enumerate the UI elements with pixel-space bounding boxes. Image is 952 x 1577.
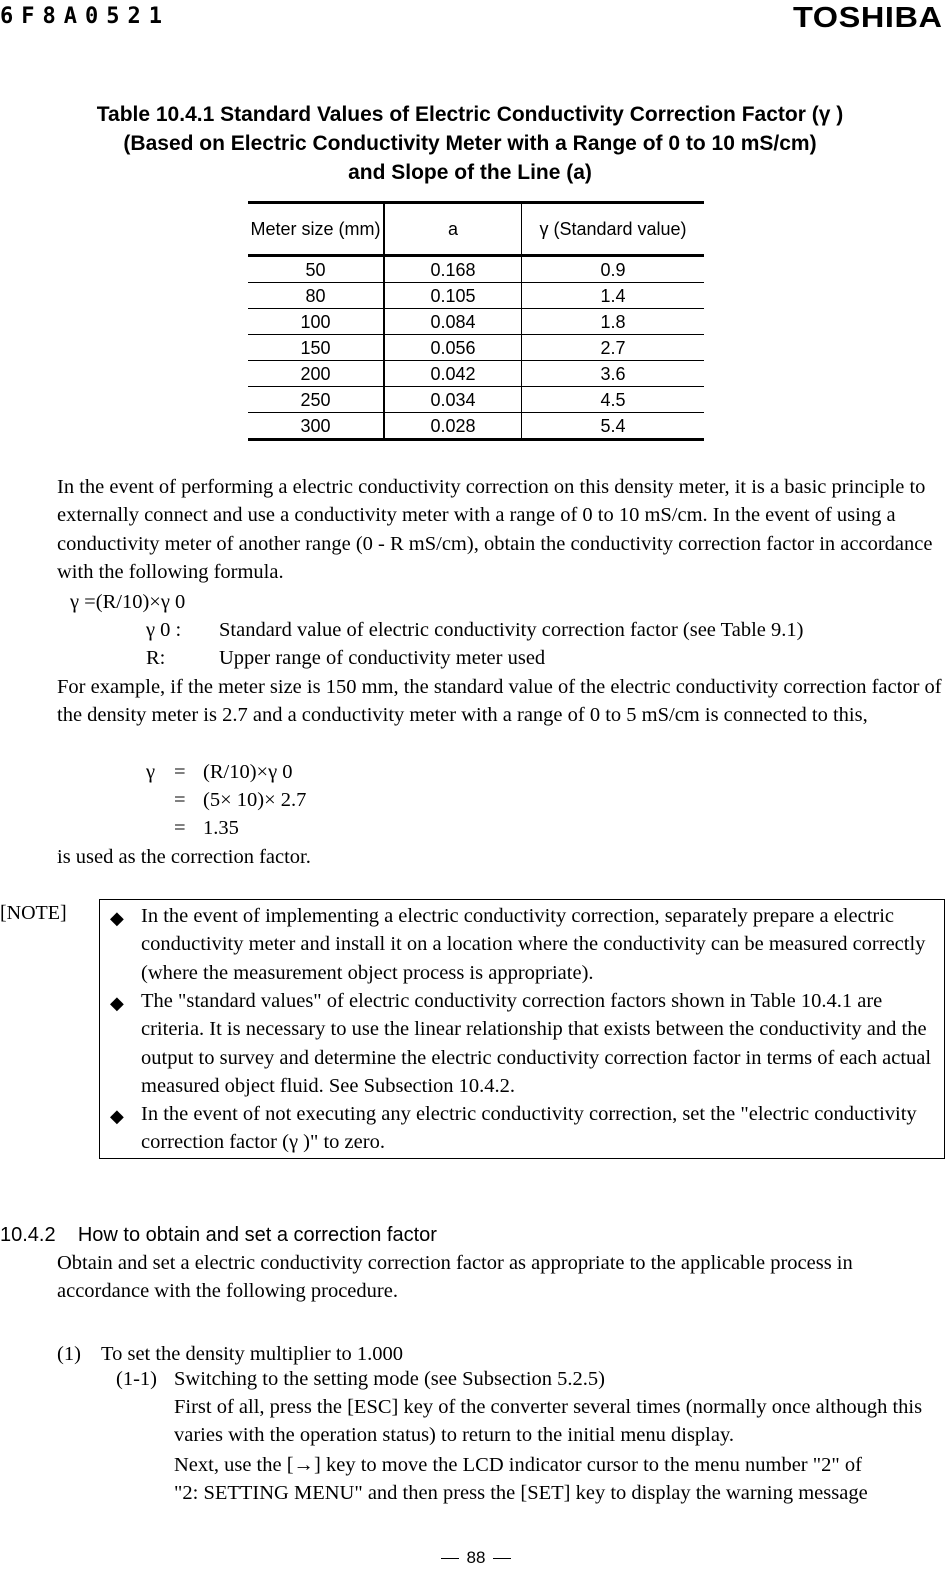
note-item: In the event of implementing a electric conductivity correction, separately prepare a electric conductivity meter and install it on a location where the conductivity can be measured correctly (where the measurement object process is appropriate).	[141, 905, 926, 984]
cell-gamma: 1.8	[522, 309, 705, 335]
col-header-a: a	[384, 203, 522, 256]
cell-meter-size: 50	[248, 256, 384, 283]
section-intro: Obtain and set a electric conductivity correction factor as appropriate to the applicable process in accordance with the following procedure.	[57, 1252, 853, 1303]
cell-meter-size: 100	[248, 309, 384, 335]
table-header-row	[248, 203, 704, 256]
cell-a: 0.042	[384, 361, 522, 387]
section-heading: 10.4.2 How to obtain and set a correction factor	[0, 1224, 437, 1246]
table-row	[248, 335, 704, 361]
col-header-meter-size: Meter size (mm)	[248, 203, 384, 256]
cell-gamma: 0.9	[522, 256, 705, 283]
diamond-bullet-icon: ◆	[110, 1106, 124, 1126]
formula: γ =(R/10)×γ 0	[70, 591, 186, 613]
step-1-1-number: (1-1)	[116, 1368, 157, 1390]
step-1-text: To set the density multiplier to 1.000	[101, 1343, 404, 1365]
table-row	[248, 413, 704, 440]
calc-equals-1: =	[174, 761, 186, 783]
table-row	[248, 387, 704, 413]
page-number: 88	[466, 1548, 486, 1567]
correction-factor-table	[248, 201, 704, 441]
definition-symbol-r: R:	[146, 647, 166, 669]
note-label: [NOTE]	[0, 902, 67, 924]
note-item: In the event of not executing any electric conductivity correction, set the "electric conductivity correction factor (γ )" to zero.	[141, 1103, 917, 1154]
toshiba-logo: TOSHIBA	[792, 2, 942, 34]
cell-meter-size: 150	[248, 335, 384, 361]
cell-gamma: 3.6	[522, 361, 705, 387]
note-box	[99, 899, 945, 1159]
calc-equals-2: =	[174, 789, 186, 811]
cell-gamma: 5.4	[522, 413, 705, 440]
table-row	[248, 283, 704, 309]
example-paragraph: For example, if the meter size is 150 mm, the standard value of the electric conductivity correction factor of the density meter is 2.7 and a conductivity meter with a range of 0 to 5 mS/cm is connected to this,	[57, 676, 942, 727]
intro-paragraph: In the event of performing a electric conductivity correction on this density meter, it is a basic principle to externally connect and use a conductivity meter with a range of 0 to 10 mS/cm. In the event of using a conductivity meter of another range (0 - R mS/cm), obtain the conductivity correction factor in accordance with the following formula.	[57, 476, 933, 584]
table-caption-line1: Table 10.4.1 Standard Values of Electric Conductivity Correction Factor (γ )	[96, 103, 844, 126]
step-1-1-paragraph: First of all, press the [ESC] key of the converter several times (normally once although this varies with the operation status) to return to the initial menu display.	[174, 1396, 923, 1447]
conclusion-text: is used as the correction factor.	[57, 846, 311, 868]
cell-gamma: 1.4	[522, 283, 705, 309]
col-header-gamma: γ (Standard value)	[522, 203, 705, 256]
table-caption-line3: and Slope of the Line (a)	[348, 161, 592, 184]
cell-a: 0.105	[384, 283, 522, 309]
cell-meter-size: 80	[248, 283, 384, 309]
definition-text-gamma0: Standard value of electric conductivity correction factor (see Table 9.1)	[219, 619, 804, 641]
cell-a: 0.034	[384, 387, 522, 413]
calc-line-1: (R/10)×γ 0	[203, 761, 293, 783]
footer-rule-right	[493, 1558, 511, 1559]
step-1-number: (1)	[57, 1343, 81, 1365]
cell-gamma: 4.5	[522, 387, 705, 413]
note-item: The "standard values" of electric conductivity correction factors shown in Table 10.4.1 are criteria. It is necessary to use the linear relationship that exists between the conductivity and the output to survey and determine the electric conductivity correction factor in terms of each actual measured object fluid. See Subsection 10.4.2.	[141, 990, 932, 1098]
step-1-1-next-line-2: "2: SETTING MENU" and then press the [SET] key to display the warning message	[174, 1482, 868, 1504]
document-code: 6F8A0521	[0, 4, 170, 29]
calc-equals-3: =	[174, 817, 186, 839]
diamond-bullet-icon: ◆	[110, 908, 124, 928]
calc-lhs: γ	[146, 761, 156, 783]
cell-meter-size: 300	[248, 413, 384, 440]
cell-gamma: 2.7	[522, 335, 705, 361]
cell-a: 0.028	[384, 413, 522, 440]
table-row	[248, 309, 704, 335]
definition-text-r: Upper range of conductivity meter used	[219, 647, 546, 669]
step-1-1-next-line-1: Next, use the [→] key to move the LCD indicator cursor to the menu number "2" of	[174, 1454, 862, 1476]
cell-a: 0.168	[384, 256, 522, 283]
footer-rule-left	[441, 1558, 459, 1559]
cell-a: 0.056	[384, 335, 522, 361]
page-footer	[0, 1548, 952, 1568]
calc-line-3: 1.35	[203, 817, 239, 839]
cell-meter-size: 250	[248, 387, 384, 413]
step-1-1-title: Switching to the setting mode (see Subsection 5.2.5)	[174, 1368, 606, 1390]
definition-symbol-gamma0: γ 0 :	[146, 619, 182, 641]
table-caption-line2: (Based on Electric Conductivity Meter with a Range of 0 to 10 mS/cm)	[123, 132, 817, 155]
cell-a: 0.084	[384, 309, 522, 335]
calc-line-2: (5× 10)× 2.7	[203, 789, 307, 811]
table-row	[248, 256, 704, 283]
cell-meter-size: 200	[248, 361, 384, 387]
diamond-bullet-icon: ◆	[110, 993, 124, 1013]
table-row	[248, 361, 704, 387]
